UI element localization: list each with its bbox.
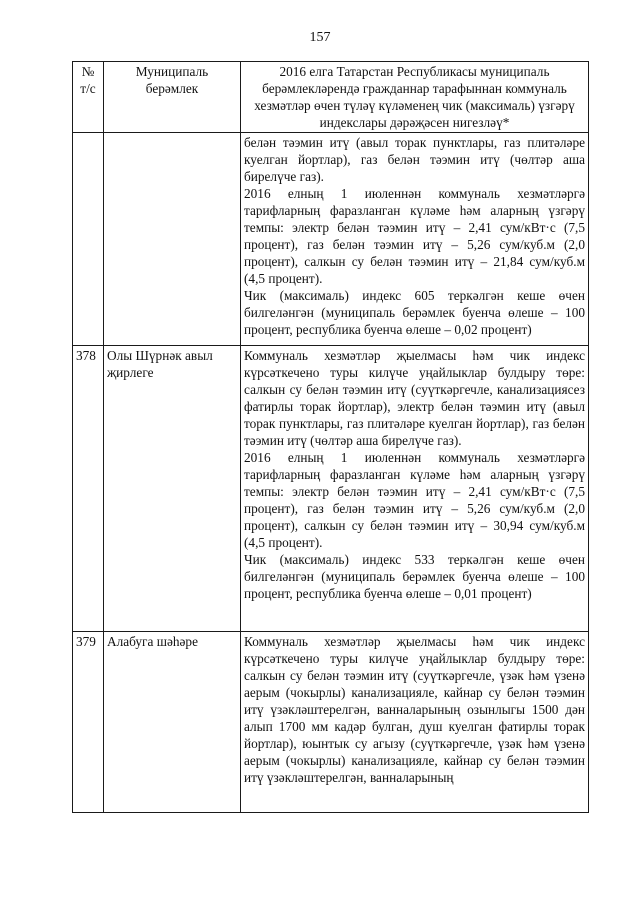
header-description [241,62,589,133]
row-number [73,133,104,346]
row-description [241,346,589,632]
page-number: 157 [309,30,331,45]
row-description [241,632,589,813]
row-paragraph: Чик (максималь) индекс 533 теркәлгән кеше өчен билгеләнгән (муниципаль берәмлек буенча өлеше – 100 процент, республика буенча өлеше – 0,01 процент) [244,552,585,601]
header-number [73,62,104,133]
table-row [73,632,589,813]
row-municipality [104,133,241,346]
row-municipality: Олы Шүрнәк авыл җирлеге [104,346,241,632]
row-paragraph: 2016 елның 1 июленнән коммуналь хезмәтләргә тарифларның фаразланган күләме һәм аларның үзгәрү темпы: электр белән тәэмин итү – 2,41 сум/кВт·с (7,5 процент), газ белән тәэмин итү – 5,26 сум/куб.м (2,0 процент), салкын су белән тәэмин итү – 21,84 сум/куб.м (4,5 процент). [244,186,585,286]
header-municipality [104,62,241,133]
row-paragraph: Чик (максималь) индекс 605 теркәлгән кеше өчен билгеләнгән (муниципаль берәмлек буенча өлеше – 100 процент, республика буенча өлеше – 0,02 процент) [244,288,585,337]
header-number-label: № т/с [80,64,96,96]
table-row [73,133,589,346]
tariff-index-table [72,61,589,813]
row-paragraph: Коммуналь хезмәтләр җыелмасы һәм чик индекс күрсәткечено туры килүче уңайлыклар булдыру төре: салкын су белән тәэмин итү (суүткәргечле, канализациясез фатирлы торак йортлар), электр белән тәэмин итү (авыл торак пунктлары, газ плитәләре куелган йортлар), газ белән тәэмин итү (чөлтәр аша бирелүче газ). [244,348,585,448]
row-paragraph: белән тәэмин итү (авыл торак пунктлары, газ плитәләре куелган йортлар), газ белән тәэмин итү (чөлтәр аша бирелүче газ). [244,135,585,184]
row-paragraph: 2016 елның 1 июленнән коммуналь хезмәтләргә тарифларның фаразланган күләме һәм аларның үзгәрү темпы: электр белән тәэмин итү – 2,41 сум/кВт·с (7,5 процент), газ белән тәэмин итү – 5,26 сум/куб.м (2,0 процент), салкын су белән тәэмин итү – 30,94 сум/куб.м (4,5 процент). [244,450,585,550]
row-number: 378 [73,346,104,632]
row-paragraph: Коммуналь хезмәтләр җыелмасы һәм чик индекс күрсәткечено туры килүче уңайлыклар булдыру төре: салкын су белән тәэмин итү (суүткәргечле, үзәк һәм үзенә аерым (чокырлы) канализацияле, кайнар су белән тәэмин итү үзәкләштерелгән, ванналарының озынлыгы 1500 дән алып 1700 мм кадәр булган, душ куелган фатирлы торак йортлар), юынтык су агызу (суүткәргечле, үзәк һәм үзенә аерым (чокырлы) канализацияле, кайнар су белән тәэмин итү үзәкләштерелгән, ванналарының [244,634,585,785]
table-row [73,346,589,632]
row-description [241,133,589,346]
row-number: 379 [73,632,104,813]
header-description-label: 2016 елга Татарстан Республикасы муниципаль берәмлекләрендә гражданнар тарафыннан коммуналь хезмәтләр өчен түләү күләменең чик (максималь) үзгәрү индекслары дәрәҗәсен нигезләү* [254,64,575,130]
table-header-row [73,62,589,133]
header-municipality-label: Муниципаль берәмлек [135,64,209,96]
row-municipality: Алабуга шәһәре [104,632,241,813]
